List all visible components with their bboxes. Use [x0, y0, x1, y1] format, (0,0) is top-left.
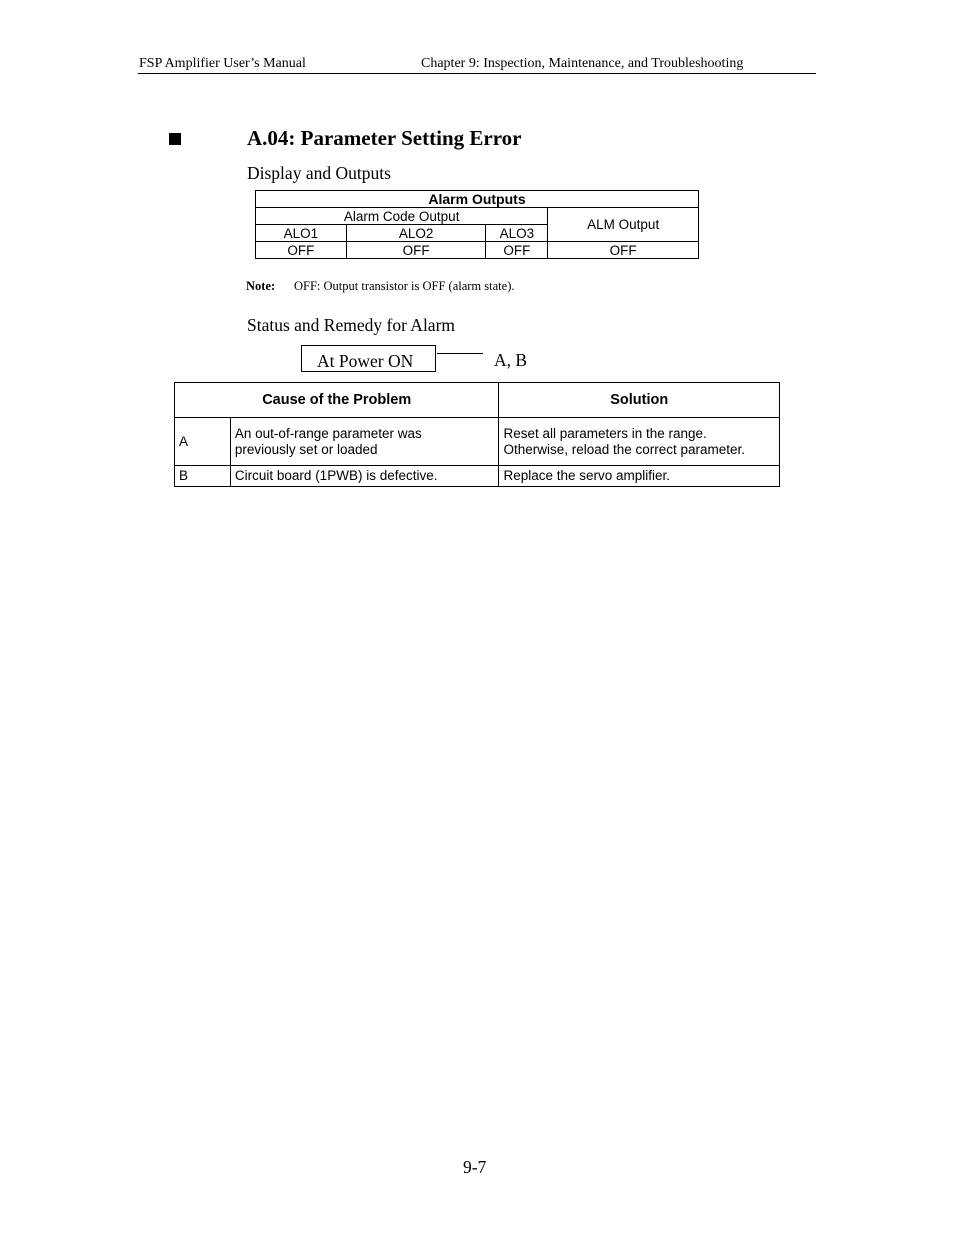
alm-output-value: OFF: [548, 242, 699, 259]
cause-id: B: [175, 466, 231, 487]
solution-header: Solution: [499, 383, 780, 418]
page-number: 9-7: [463, 1157, 487, 1177]
power-on-label: At Power ON: [317, 351, 414, 371]
cause-line: Circuit board (1PWB) is defective.: [234, 468, 438, 483]
solution-text: [499, 418, 780, 466]
alarm-outputs-title: Alarm Outputs: [256, 191, 699, 208]
section-title: A.04: Parameter Setting Error: [247, 126, 522, 150]
note-label: Note:: [246, 279, 276, 293]
cause-line: previously set or loaded: [234, 441, 378, 457]
alo3-value: OFF: [486, 242, 548, 259]
chapter-title: Chapter 9: Inspection, Maintenance, and Troubleshooting: [421, 56, 744, 71]
cause-solution-table: [174, 382, 780, 487]
solution-line: Reset all parameters in the range.: [503, 425, 707, 441]
alarm-outputs-table: [255, 190, 699, 259]
alo1-value: OFF: [256, 242, 347, 259]
solution-line: Replace the servo amplifier.: [503, 468, 671, 483]
square-bullet-icon: [169, 133, 181, 145]
table-row: [175, 418, 780, 466]
display-outputs-subtitle: Display and Outputs: [247, 163, 391, 183]
cause-text: [230, 466, 499, 487]
note-text: OFF: Output transistor is OFF (alarm state).: [294, 279, 515, 293]
cause-text: [230, 418, 499, 466]
cause-reference: A, B: [494, 350, 528, 370]
alo3-header: ALO3: [486, 225, 548, 242]
table-row: [175, 466, 780, 487]
alarm-code-output-header: Alarm Code Output: [256, 208, 548, 225]
alo2-value: OFF: [346, 242, 486, 259]
header-divider: [138, 73, 816, 74]
cause-header: Cause of the Problem: [175, 383, 499, 418]
status-remedy-subtitle: Status and Remedy for Alarm: [247, 315, 456, 335]
power-on-condition-box: [301, 345, 436, 372]
cause-id: A: [175, 418, 231, 466]
alo2-header: ALO2: [346, 225, 486, 242]
manual-title: FSP Amplifier User’s Manual: [139, 56, 306, 71]
solution-text: [499, 466, 780, 487]
cause-line: An out-of-range parameter was: [234, 425, 422, 441]
solution-line: Otherwise, reload the correct parameter.: [503, 441, 746, 457]
alo1-header: ALO1: [256, 225, 347, 242]
condition-connector-line: [437, 353, 483, 354]
alm-output-header: ALM Output: [548, 208, 699, 242]
